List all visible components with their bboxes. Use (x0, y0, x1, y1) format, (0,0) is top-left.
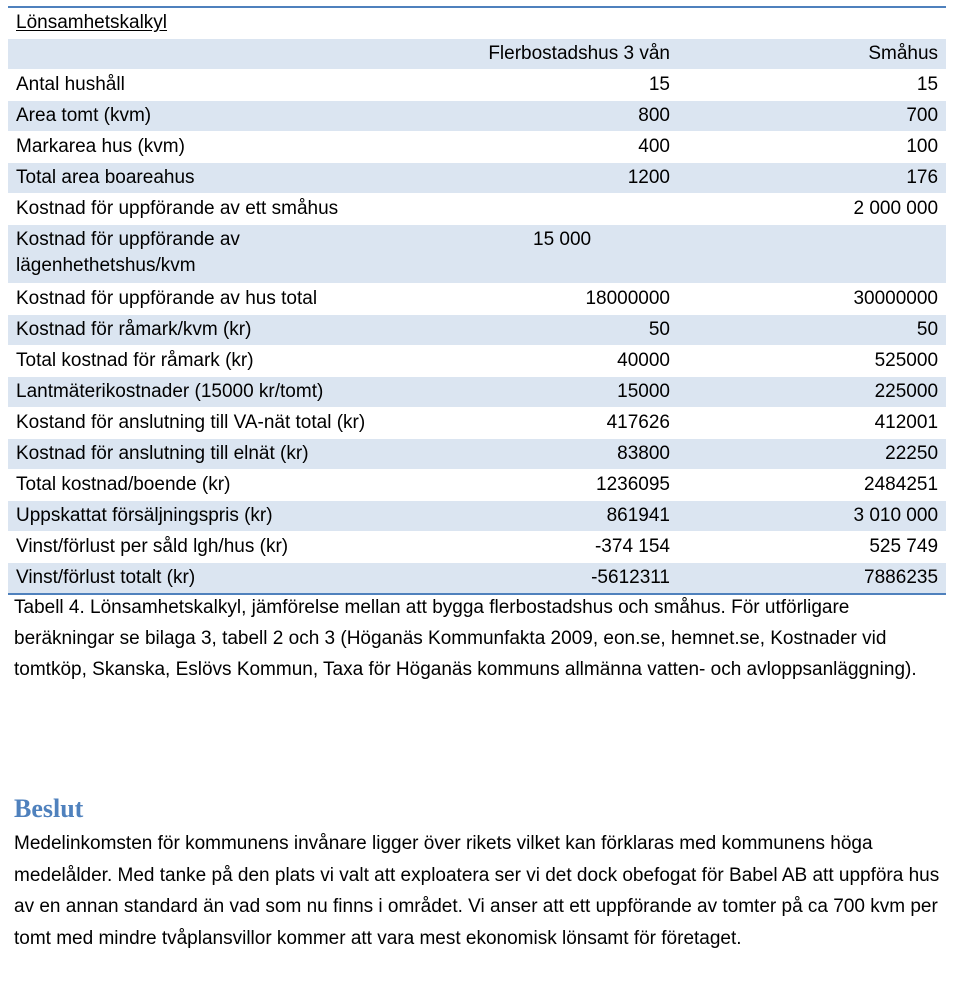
table-row (8, 132, 946, 163)
row-label: Kostnad för råmark/kvm (kr) (8, 315, 428, 346)
cell-smahus (678, 225, 946, 284)
table-row (8, 470, 946, 501)
cell-flerbostadshus: 861941 (428, 501, 678, 532)
cell-flerbostadshus (428, 194, 678, 225)
cell-flerbostadshus: -5612311 (428, 563, 678, 595)
cell-smahus: 30000000 (678, 284, 946, 315)
cell-flerbostadshus: 1236095 (428, 470, 678, 501)
profitability-table (8, 6, 946, 595)
cell-flerbostadshus: 15 (428, 70, 678, 101)
cell-smahus: 100 (678, 132, 946, 163)
table-row (8, 194, 946, 225)
row-label: Vinst/förlust totalt (kr) (8, 563, 428, 595)
table-row (8, 284, 946, 315)
cell-flerbostadshus: 800 (428, 101, 678, 132)
section-heading: Beslut (14, 794, 84, 823)
cell-flerbostadshus: 50 (428, 315, 678, 346)
table-row (8, 439, 946, 470)
table-header-row (8, 39, 946, 70)
header-empty-cell (8, 39, 428, 70)
row-label: Kostand för anslutning till VA-nät total (kr) (8, 408, 428, 439)
cell-smahus: 525000 (678, 346, 946, 377)
cell-flerbostadshus: 1200 (428, 163, 678, 194)
cell-flerbostadshus: 83800 (428, 439, 678, 470)
cell-smahus: 412001 (678, 408, 946, 439)
cell-smahus: 50 (678, 315, 946, 346)
cell-smahus: 700 (678, 101, 946, 132)
cell-flerbostadshus: -374 154 (428, 532, 678, 563)
row-label: Kostnad för uppförande av lägenhethetshus/kvm (8, 225, 428, 284)
table-title: Lönsamhetskalkyl (8, 7, 946, 39)
row-label: Vinst/förlust per såld lgh/hus (kr) (8, 532, 428, 563)
cell-flerbostadshus-value: 15 000 (533, 229, 592, 250)
column-header-flerbostadshus: Flerbostadshus 3 vån (428, 39, 678, 70)
table-row (8, 346, 946, 377)
table-row (8, 225, 946, 284)
row-label: Antal hushåll (8, 70, 428, 101)
cell-flerbostadshus: 15000 (428, 377, 678, 408)
cell-flerbostadshus: 40000 (428, 346, 678, 377)
row-label: Lantmäterikostnader (15000 kr/tomt) (8, 377, 428, 408)
table-caption: Tabell 4. Lönsamhetskalkyl, jämförelse mellan att bygga flerbostadshus och småhus. För utförligare beräkningar se bilaga 3, tabell 2 och 3 (Höganäs Kommunfakta 2009, eon.se, hemnet.se, Kostnader vid tomtköp, Skanska, Eslövs Kommun, Taxa för Höganäs kommuns allmänna vatten- och avloppsanläggning). (14, 597, 917, 680)
cell-smahus: 176 (678, 163, 946, 194)
row-label: Total kostnad/boende (kr) (8, 470, 428, 501)
row-label: Markarea hus (kvm) (8, 132, 428, 163)
cell-smahus: 22250 (678, 439, 946, 470)
table-title-row (8, 7, 946, 39)
cell-flerbostadshus: 18000000 (428, 284, 678, 315)
table-row (8, 377, 946, 408)
column-header-smahus: Småhus (678, 39, 946, 70)
row-label: Kostnad för anslutning till elnät (kr) (8, 439, 428, 470)
row-label: Total area boareahus (8, 163, 428, 194)
cell-smahus: 15 (678, 70, 946, 101)
table-row (8, 101, 946, 132)
cell-smahus: 7886235 (678, 563, 946, 595)
cell-smahus: 525 749 (678, 532, 946, 563)
table-row (8, 163, 946, 194)
cell-smahus: 3 010 000 (678, 501, 946, 532)
table-row (8, 408, 946, 439)
row-label: Kostnad för uppförande av ett småhus (8, 194, 428, 225)
table-row (8, 563, 946, 595)
cell-smahus: 2484251 (678, 470, 946, 501)
table-row (8, 532, 946, 563)
row-label: Total kostnad för råmark (kr) (8, 346, 428, 377)
section-body: Medelinkomsten för kommunens invånare ligger över rikets vilket kan förklaras med kommunens höga medelålder. Med tanke på den plats vi valt att exploatera ser vi det dock obefogat för Babel AB att uppföra hus av en annan standard än vad som nu finns i området. Vi anser att ett uppförande av tomter på ca 700 kvm per tomt med mindre tvåplansvillor kommer att vara mest ekonomisk lönsamt för företaget. (14, 833, 940, 949)
table-row (8, 315, 946, 346)
cell-smahus: 2 000 000 (678, 194, 946, 225)
cell-flerbostadshus: 400 (428, 132, 678, 163)
cell-smahus: 225000 (678, 377, 946, 408)
row-label: Kostnad för uppförande av hus total (8, 284, 428, 315)
row-label: Uppskattat försäljningspris (kr) (8, 501, 428, 532)
table-row (8, 70, 946, 101)
cell-flerbostadshus: 417626 (428, 408, 678, 439)
table-row (8, 501, 946, 532)
row-label: Area tomt (kvm) (8, 101, 428, 132)
cell-flerbostadshus (428, 225, 678, 284)
